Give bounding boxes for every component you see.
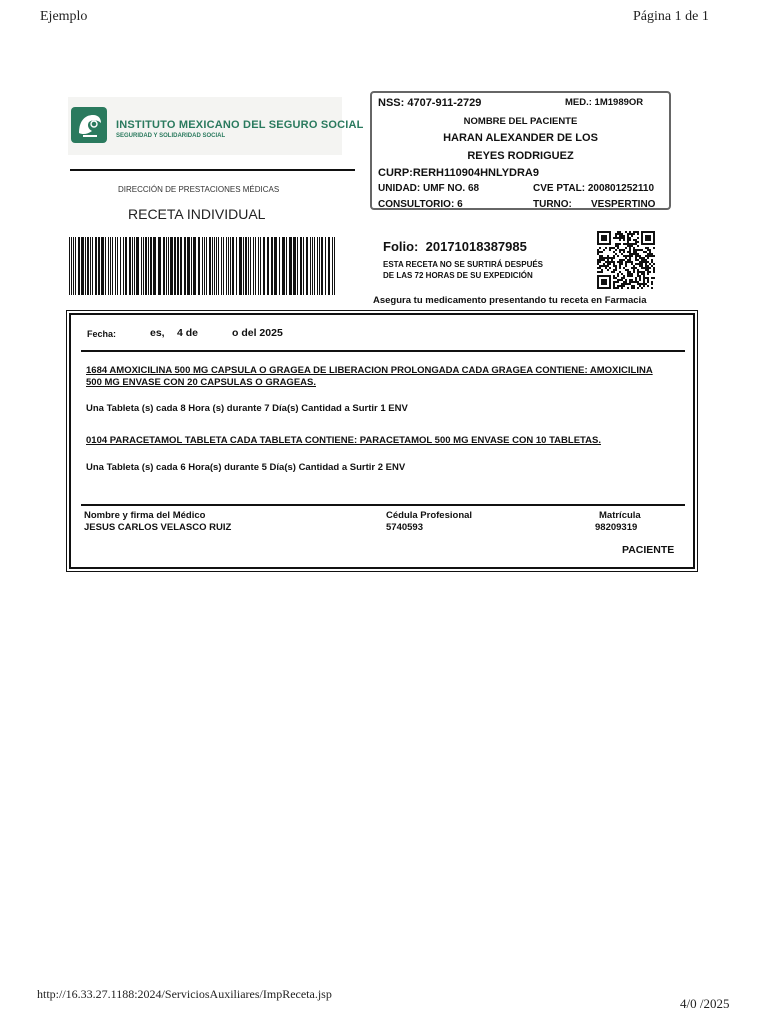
page-header-left: Ejemplo (40, 9, 88, 24)
assure-message: Asegura tu medicamento presentando tu receta en Farmacia (373, 295, 647, 306)
medication-item (86, 365, 686, 389)
page-footer-date: 4/0 /2025 (680, 996, 730, 1011)
logo-title: INSTITUTO MEXICANO DEL SEGURO SOCIAL (116, 119, 364, 131)
direction-label: DIRECCIÓN DE PRESTACIONES MÉDICAS (118, 185, 280, 194)
fecha-part1: es, (150, 327, 165, 339)
imss-logo (68, 97, 364, 155)
matricula (595, 510, 641, 534)
medication-description-line1: 1684 AMOXICILINA 500 MG CAPSULA O GRAGEA DE LIBERACION PROLONGADA CADA GRAGEA CONTIENE: AMOXICILINA (86, 365, 653, 376)
medication-dosage: Una Tableta (s) cada 6 Hora(s) durante 5 Día(s) Cantidad a Surtir 2 ENV (86, 462, 406, 473)
barcode-image (69, 237, 337, 295)
medication-description-line1: 0104 PARACETAMOL TABLETA CADA TABLETA CONTIENE: PARACETAMOL 500 MG ENVASE CON 10 TABLETAS. (86, 435, 601, 446)
qr-code-image (597, 231, 655, 289)
patient-turno-label: TURNO: (533, 199, 572, 210)
folio-notice-line2: DE LAS 72 HORAS DE SU EXPEDICIÓN (383, 271, 533, 280)
fecha-label: Fecha: (87, 329, 117, 339)
patient-name-line2: REYES RODRIGUEZ (467, 150, 574, 162)
folio (383, 239, 527, 254)
patient-turno: VESPERTINO (591, 199, 656, 210)
cedula-profesional (386, 510, 472, 534)
page-header-right: Página 1 de 1 (633, 9, 709, 24)
signature-divider (81, 504, 685, 506)
doctor-signature (84, 510, 231, 534)
patient-cve-ptal: CVE PTAL: 200801252110 (533, 183, 655, 194)
prescription-box (69, 313, 695, 569)
matricula-label: Matrícula (599, 510, 641, 521)
logo-subtitle: SEGURIDAD Y SOLIDARIDAD SOCIAL (116, 133, 226, 139)
matricula-number: 98209319 (595, 522, 638, 533)
header-divider (70, 169, 355, 171)
cedula-number: 5740593 (386, 522, 423, 533)
fecha-part3: o del 2025 (232, 327, 283, 339)
doctor-name: JESUS CARLOS VELASCO RUIZ (84, 522, 232, 533)
doctor-label: Nombre y firma del Médico (84, 510, 206, 521)
patient-nss: NSS: 4707-911-2729 (378, 97, 482, 109)
copy-label: PACIENTE (622, 544, 675, 556)
fecha-divider (81, 350, 685, 352)
medication-item (86, 435, 686, 447)
cedula-label: Cédula Profesional (386, 510, 473, 521)
patient-name-line1: HARAN ALEXANDER DE LOS (443, 132, 598, 144)
imss-eagle-emblem-icon (71, 107, 107, 143)
patient-unidad: UNIDAD: UMF NO. 68 (378, 183, 480, 194)
medication-description-line2: 500 MG ENVASE CON 20 CAPSULAS O GRAGEAS. (86, 377, 316, 388)
document-title: RECETA INDIVIDUAL (128, 206, 266, 222)
patient-curp: CURP:RERH110904HNLYDRA9 (378, 167, 539, 179)
page-footer-url[interactable]: http://16.33.27.1188:2024/ServiciosAuxiliares/ImpReceta.jsp (37, 987, 332, 1001)
folio-notice (383, 259, 543, 281)
fecha-part2: 4 de (177, 327, 199, 339)
patient-consultorio: CONSULTORIO: 6 (378, 199, 463, 210)
patient-info-box (370, 91, 671, 210)
patient-name-label: NOMBRE DEL PACIENTE (463, 116, 578, 127)
folio-notice-line1: ESTA RECETA NO SE SURTIRÁ DESPUÉS (383, 260, 544, 269)
folio-label: Folio: (383, 239, 419, 254)
medication-dosage: Una Tableta (s) cada 8 Hora (s) durante 7 Día(s) Cantidad a Surtir 1 ENV (86, 403, 408, 414)
patient-med: MED.: 1M1989OR (565, 97, 644, 108)
folio-number: 20171018387985 (425, 239, 527, 254)
